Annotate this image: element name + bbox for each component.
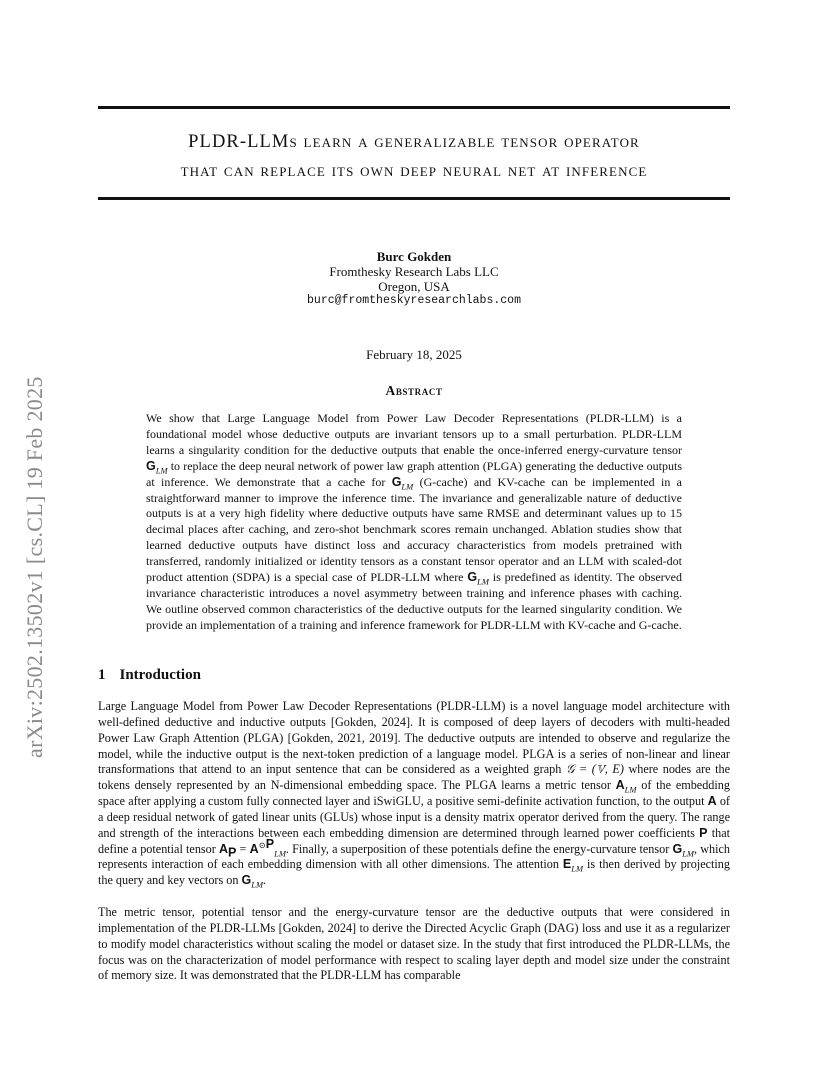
math-graph: 𝒢 = (𝕍, E) [565,762,624,777]
abstract-text: is predefined as identity. The observed invariance characteristic introduces a novel asymmetry between training and inference phases with caching. We outline observed common characteristics of the deductive outputs for the learned singularity condition. We provide an implementation of a training and inference framework for PLDR-LLM with KV-cache and G-cache. [146,570,682,632]
math-subscript: LM [571,863,584,874]
math-subscript: P [228,845,237,860]
intro-paragraph-1: Large Language Model from Power Law Decoder Representations (PLDR-LLM) is a novel language model architecture with well-defined deductive and inductive outputs [Gokden, 2024]. It is composed of deep layers of decoders with multi-headed Power Law Graph Attention (PLGA) [Gokden, 2021, 2019]. The deductive outputs are intended to observe and regularize the model, while the inductive output is the next-token prediction of a language model. PLGA is a series of non-linear and linear transformations that attend to an input sentence that can be considered as a weighted graph 𝒢 = (𝕍, E) where nodes are the tokens densely represented by an N-dimensional embedding space. The PLGA learns a metric tensor $A_{LM}$ of the embedding space after applying a custom fully connected layer and iSwiGLU, a positive semi-definite activation function, to the output A of a deep residual network of gated linear units (GLUs) whose input is a density matrix operator derived from the query. The range and strength of the interactions between each embedding dimension are determined through learned power coefficients P that define a potential tensor $A_P = A^{⊙P}_{LM}$. Finally, a superposition of these potentials define the energy-curvature tensor $G_{LM}$, which represents interaction of each embedding dimension with all other dimensions. The attention $E_{LM}$ is then derived by projecting the query and key vectors on $G_{LM}$. [98,699,731,890]
math-superscript: ⊙ [258,839,266,850]
paper-date: February 18, 2025 [366,347,462,362]
abstract-text: We show that Large Language Model from Power Law Decoder Representations (PLDR-LLM) is a foundational model whose deductive outputs are invariant tensors up to a small perturbation. PLDR-LLM learns a singularity condition for the deductive outputs that enable the once-inferred energy-curvature tensor [146,411,682,457]
section-title: Introduction [119,667,201,683]
body-text: . [263,873,267,888]
math-symbol: A [615,778,625,793]
arxiv-sidebar-id: arXiv:2502.13502v1 [cs.CL] 19 Feb 2025 [22,376,47,758]
title-rest: s learn a generalizable tensor operator [289,132,640,152]
author-affiliation: Fromthesky Research Labs LLC [329,264,499,279]
math-symbol: A [707,794,717,809]
body-text: of a deep residual network of gated linear units (GLUs) whose input is a density matrix operator derived from the query. The range and strength of the interactions between each embedding dimension are determined through learned power coefficients [98,794,730,840]
title-acronym: PLDR-LLM [188,132,290,152]
math-symbol: G [672,841,683,856]
body-text: that define a potential tensor [98,825,730,856]
author-email: burc@fromtheskyresearchlabs.com [307,294,521,307]
author-name: Burc Gokden [376,249,452,264]
math-subscript: LM [251,879,264,890]
body-text: The metric tensor, potential tensor and the energy-curvature tensor are the deductive outputs that were considered in implementation of the PLDR-LLMs [Gokden, 2024] to derive the Directed Acyclic Graph (DAG) loss and use it as a regularizer to modify model characteristics without scaling the model or dataset size. In the study that first introduced the PLDR-LLMs, the focus was on the characterization of model performance with respect to scaling layer depth and model size under the constraint of memory size. It was demonstrated that the PLDR-LLM has comparable [98,905,730,983]
paper-title-line1 [98,129,730,155]
title-rule-top [98,106,730,109]
body-text: of the embedding space after applying a custom fully connected layer and iSwiGLU, a positive semi-definite activation function, to the output [98,778,730,809]
math-subscript: LM [155,465,168,476]
math-subscript: LM [624,784,637,795]
body-text: , which represents interaction of each embedding dimension with all other dimensions. The attention [98,841,731,872]
abstract-text: (G-cache) and KV-cache can be implemented in a straightforward manner to improve the inference time. The invariance and generalizable nature of deductive outputs is at a very high fidelity where deductive outputs have same RMSE and determinant values up to 15 decimal places after caching, and zero-shot benchmark scores remain unchanged. Ablation studies show that learned deductive outputs have distinct loss and accuracy characteristics from models pretrained with transferred, randomly initialized or identity tensors as a constant tensor operator and an LLM with scaled-dot product attention (SDPA) is a special case of PLDR-LLM where [146,474,682,585]
math-symbol: G [391,474,402,489]
abstract-body [146,411,682,634]
math-superscript: P [265,836,275,851]
section-number: 1 [98,667,106,683]
body-text: . Finally, a superposition of these potentials define the energy-curvature tensor [285,841,673,856]
math-subscript: LM [477,576,489,587]
math-subscript: LM [682,848,694,859]
title-rule-bottom [98,197,730,200]
body-text: Large Language Model from Power Law Decoder Representations (PLDR-LLM) is a novel language model architecture with well-defined deductive and inductive outputs [Gokden, 2024]. It is composed of deep layers of decoders with multi-headed Power Law Graph Attention (PLGA) [Gokden, 2021, 2019]. The deductive outputs are intended to observe and regularize the model, while the inductive output is the next-token prediction of a language model. PLGA is a series of non-linear and linear transformations that attend to an input sentence that can be considered as a weighted graph [98,699,730,777]
paper-title-line2: that can replace its own deep neural net at inference [180,161,648,181]
section-heading-introduction [98,667,201,684]
author-location: Oregon, USA [378,279,450,294]
abstract-heading: Abstract [385,383,443,398]
math-subscript: LM [274,848,286,859]
abstract-text: to replace the deep neural network of power law graph attention (PLGA) generating the deductive outputs at inference. We demonstrate that a cache for [146,458,682,489]
intro-paragraph-2 [98,905,730,984]
body-text: where nodes are the tokens densely represented by an N-dimensional embedding space. The PLGA learns a metric tensor [98,762,730,793]
body-text: is then derived by projecting the query and key vectors on [98,857,730,888]
math-symbol: G [467,570,478,585]
math-symbol: P [699,825,708,840]
math-symbol: A [249,841,259,856]
math-symbol: E [562,857,572,872]
math-subscript: LM [401,481,414,492]
math-symbol: A [218,841,229,856]
math-symbol: G [146,458,156,473]
math-symbol: G [241,873,252,888]
